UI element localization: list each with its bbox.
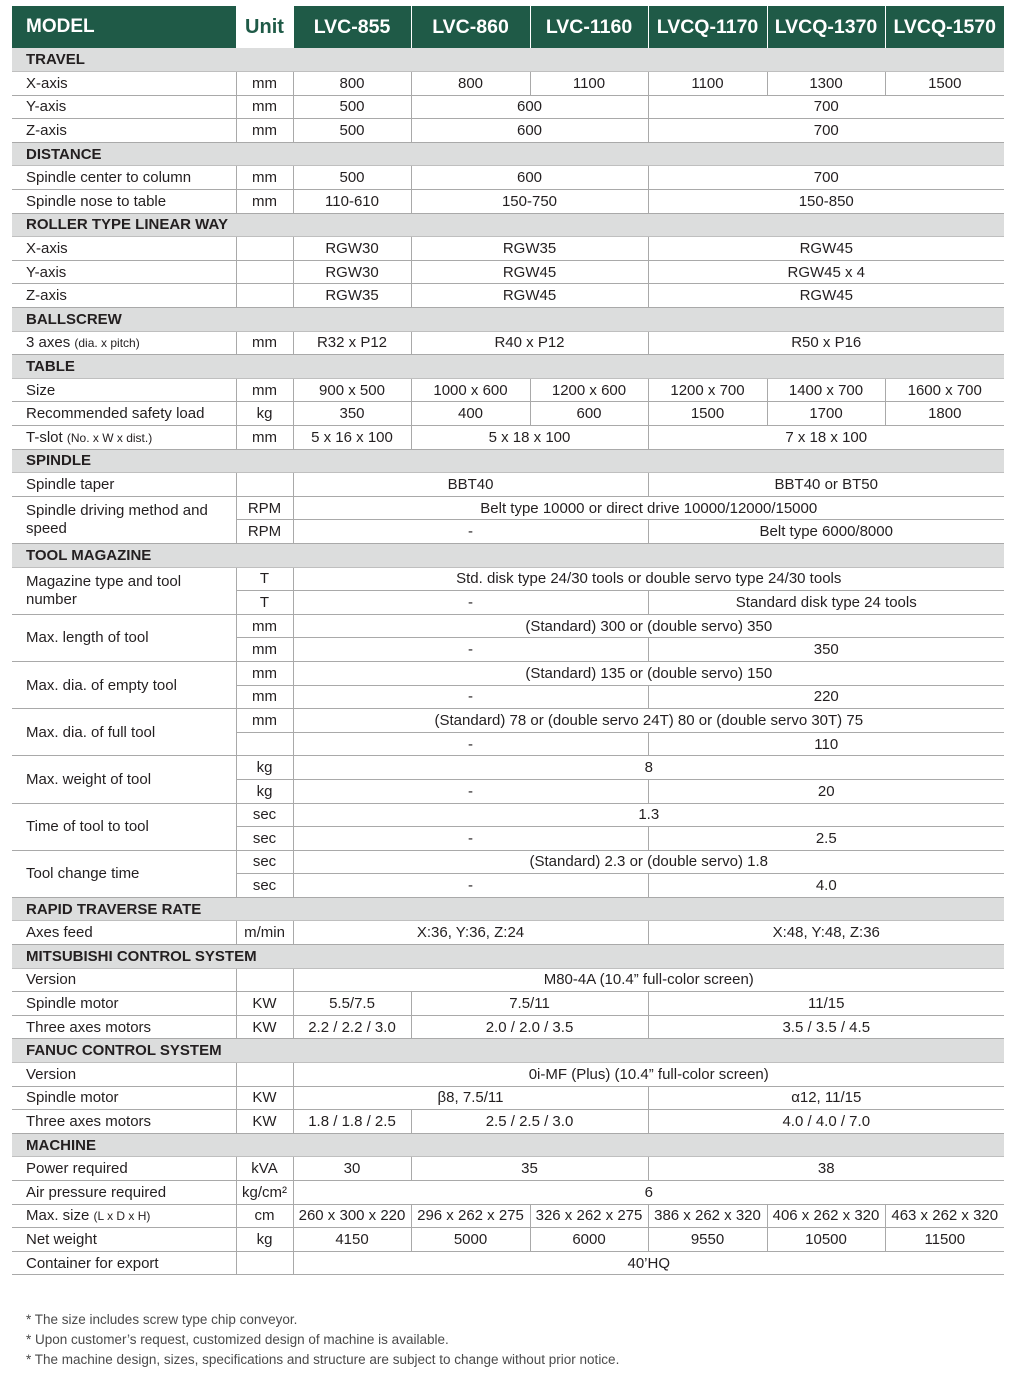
spec-value: X:36, Y:36, Z:24 <box>293 921 648 945</box>
spec-unit: kVA <box>236 1157 293 1181</box>
spec-value: β8, 7.5/11 <box>293 1086 648 1110</box>
spec-value: 220 <box>648 685 1004 709</box>
spec-label-text: Z-axis <box>26 122 67 140</box>
spec-row <box>12 968 1004 992</box>
spec-label <box>12 426 236 450</box>
spec-label <box>12 968 236 992</box>
spec-value: 5000 <box>411 1228 530 1252</box>
spec-value: 6 <box>293 1181 1004 1205</box>
spec-label-text: Size <box>26 381 56 399</box>
footnote: * The size includes screw type chip conveyor. <box>26 1312 298 1327</box>
section-title: TRAVEL <box>12 48 1004 72</box>
spec-label-text: Recommended safety load <box>26 405 205 423</box>
spec-body <box>12 48 1004 1275</box>
spec-value: 1800 <box>885 402 1004 426</box>
spec-value: - <box>293 685 648 709</box>
section-row <box>12 142 1004 166</box>
spec-label-text: Tool change time <box>26 865 140 883</box>
spec-row <box>12 190 1004 214</box>
spec-value: 3.5 / 3.5 / 4.5 <box>648 1015 1004 1039</box>
spec-value: 11/15 <box>648 992 1004 1016</box>
spec-value: 1.8 / 1.8 / 2.5 <box>293 1110 411 1134</box>
section-row <box>12 48 1004 72</box>
spec-unit: mm <box>236 614 293 638</box>
model-lvcq-1170: LVCQ-1170 <box>648 6 767 48</box>
section-row <box>12 308 1004 332</box>
spec-value: 463 x 262 x 320 <box>885 1204 1004 1228</box>
spec-value: 386 x 262 x 320 <box>648 1204 767 1228</box>
spec-row <box>12 1110 1004 1134</box>
section-row <box>12 945 1004 969</box>
spec-label-text: Max. dia. of empty tool <box>26 676 177 694</box>
spec-value: 9550 <box>648 1228 767 1252</box>
spec-value: 7.5/11 <box>411 992 648 1016</box>
spec-row <box>12 1063 1004 1087</box>
spec-label-text: Version <box>26 1065 77 1083</box>
spec-value: (Standard) 78 or (double servo 24T) 80 or (double servo 30T) 75 <box>293 709 1004 733</box>
spec-value: 11500 <box>885 1228 1004 1252</box>
spec-row <box>12 426 1004 450</box>
spec-unit: RPM <box>236 520 293 544</box>
spec-label-note: (dia. x pitch) <box>74 336 140 351</box>
spec-value: 110 <box>648 732 1004 756</box>
spec-value: 1100 <box>530 72 648 96</box>
spec-value: 1700 <box>767 402 885 426</box>
spec-value: 350 <box>293 402 411 426</box>
spec-value: 35 <box>411 1157 648 1181</box>
spec-label <box>12 1063 236 1087</box>
spec-unit <box>236 732 293 756</box>
spec-value: α12, 11/15 <box>648 1086 1004 1110</box>
spec-value: RGW35 <box>411 237 648 261</box>
spec-row <box>12 992 1004 1016</box>
spec-unit: kg <box>236 1228 293 1252</box>
spec-label <box>12 284 236 308</box>
spec-unit: KW <box>236 1086 293 1110</box>
spec-label <box>12 402 236 426</box>
spec-value: 700 <box>648 119 1004 143</box>
spec-label <box>12 614 236 661</box>
spec-unit <box>236 1251 293 1275</box>
spec-value: - <box>293 520 648 544</box>
section-title: DISTANCE <box>12 142 1004 166</box>
spec-value: 4150 <box>293 1228 411 1252</box>
spec-value: - <box>293 638 648 662</box>
spec-unit: mm <box>236 95 293 119</box>
spec-row <box>12 331 1004 355</box>
spec-value: 1400 x 700 <box>767 378 885 402</box>
spec-label-text: Spindle nose to table <box>26 192 167 210</box>
spec-label-note: (No. x W x dist.) <box>66 430 153 445</box>
spec-row <box>12 1204 1004 1228</box>
spec-label-text: Spindle motor <box>26 995 119 1013</box>
spec-label <box>12 661 236 708</box>
spec-value: - <box>293 827 648 851</box>
section-title: FANUC CONTROL SYSTEM <box>12 1039 1004 1063</box>
spec-label <box>12 850 236 897</box>
spec-value: 500 <box>293 95 411 119</box>
section-row <box>12 449 1004 473</box>
spec-unit: sec <box>236 874 293 898</box>
spec-row <box>12 473 1004 497</box>
spec-unit: cm <box>236 1204 293 1228</box>
spec-label-text: Net weight <box>26 1230 97 1248</box>
spec-unit: KW <box>236 1015 293 1039</box>
spec-value: 296 x 262 x 275 <box>411 1204 530 1228</box>
spec-unit: sec <box>236 827 293 851</box>
spec-unit: mm <box>236 638 293 662</box>
footnote: * Upon customer’s request, customized design of machine is available. <box>26 1332 449 1347</box>
spec-label-text: Axes feed <box>26 924 93 942</box>
spec-label-text: T-slot <box>26 428 63 446</box>
spec-value: 1500 <box>885 72 1004 96</box>
spec-value: R50 x P16 <box>648 331 1004 355</box>
spec-value: RGW45 <box>411 260 648 284</box>
spec-value: Belt type 10000 or direct drive 10000/12000/15000 <box>293 496 1004 520</box>
spec-label-text: Spindle driving method and speed <box>26 501 208 537</box>
spec-label <box>12 119 236 143</box>
spec-label-text: Y-axis <box>26 98 67 116</box>
spec-label-text: Spindle center to column <box>26 169 192 187</box>
spec-unit <box>236 968 293 992</box>
spec-unit: T <box>236 567 293 591</box>
section-row <box>12 1039 1004 1063</box>
spec-value: 1300 <box>767 72 885 96</box>
spec-label-text: Version <box>26 971 77 989</box>
spec-label <box>12 190 236 214</box>
spec-label-text: Max. length of tool <box>26 629 149 647</box>
spec-unit <box>236 1063 293 1087</box>
spec-label-text: Three axes motors <box>26 1113 152 1131</box>
spec-label <box>12 1181 236 1205</box>
spec-value: RGW30 <box>293 237 411 261</box>
spec-value: X:48, Y:48, Z:36 <box>648 921 1004 945</box>
spec-value: 2.5 <box>648 827 1004 851</box>
spec-row <box>12 756 1004 780</box>
spec-label <box>12 709 236 756</box>
section-title: BALLSCREW <box>12 308 1004 332</box>
spec-value: 600 <box>411 166 648 190</box>
spec-label-text: Z-axis <box>26 287 67 305</box>
spec-row <box>12 378 1004 402</box>
spec-label-text: X-axis <box>26 240 68 258</box>
spec-unit: KW <box>236 992 293 1016</box>
spec-label-note: (L x D x H) <box>93 1209 151 1224</box>
section-row <box>12 1133 1004 1157</box>
spec-value: 5 x 16 x 100 <box>293 426 411 450</box>
spec-label <box>12 237 236 261</box>
spec-label <box>12 378 236 402</box>
model-lvc-1160: LVC-1160 <box>530 6 648 48</box>
spec-value: 150-750 <box>411 190 648 214</box>
spec-value: RGW30 <box>293 260 411 284</box>
spec-label-text: Magazine type and tool number <box>26 572 182 608</box>
spec-value: 700 <box>648 166 1004 190</box>
spec-unit: mm <box>236 166 293 190</box>
spec-label <box>12 756 236 803</box>
spec-unit: kg <box>236 402 293 426</box>
spec-value: 600 <box>411 95 648 119</box>
spec-value: - <box>293 779 648 803</box>
spec-value: Belt type 6000/8000 <box>648 520 1004 544</box>
spec-label-text: Time of tool to tool <box>26 818 149 836</box>
spec-label <box>12 803 236 850</box>
spec-unit: kg <box>236 756 293 780</box>
spec-value: RGW35 <box>293 284 411 308</box>
spec-value: 400 <box>411 402 530 426</box>
spec-value: 500 <box>293 119 411 143</box>
spec-value: RGW45 <box>648 237 1004 261</box>
spec-value: R40 x P12 <box>411 331 648 355</box>
spec-row <box>12 803 1004 827</box>
spec-value: - <box>293 591 648 615</box>
spec-value: 2.0 / 2.0 / 3.5 <box>411 1015 648 1039</box>
spec-label-text: Y-axis <box>26 263 67 281</box>
spec-unit: kg/cm² <box>236 1181 293 1205</box>
spec-label-text: X-axis <box>26 74 68 92</box>
spec-value: 1600 x 700 <box>885 378 1004 402</box>
spec-unit <box>236 260 293 284</box>
spec-value: 8 <box>293 756 1004 780</box>
spec-label <box>12 260 236 284</box>
spec-label <box>12 331 236 355</box>
spec-label <box>12 1157 236 1181</box>
spec-value: (Standard) 135 or (double servo) 150 <box>293 661 1004 685</box>
spec-unit: mm <box>236 426 293 450</box>
spec-row <box>12 260 1004 284</box>
spec-value: 500 <box>293 166 411 190</box>
spec-row <box>12 850 1004 874</box>
spec-unit <box>236 284 293 308</box>
spec-label <box>12 921 236 945</box>
header-row <box>12 6 1004 48</box>
spec-row <box>12 237 1004 261</box>
spec-value: 800 <box>411 72 530 96</box>
spec-value: - <box>293 874 648 898</box>
spec-value: Standard disk type 24 tools <box>648 591 1004 615</box>
spec-unit: T <box>236 591 293 615</box>
spec-value: RGW45 <box>411 284 648 308</box>
spec-value: RGW45 x 4 <box>648 260 1004 284</box>
spec-value: RGW45 <box>648 284 1004 308</box>
spec-row <box>12 1157 1004 1181</box>
spec-value: 700 <box>648 95 1004 119</box>
model-header: MODEL <box>12 6 236 48</box>
spec-unit: RPM <box>236 496 293 520</box>
footnotes <box>26 1310 619 1370</box>
spec-value: 1000 x 600 <box>411 378 530 402</box>
spec-row <box>12 166 1004 190</box>
spec-value: 6000 <box>530 1228 648 1252</box>
spec-row <box>12 1251 1004 1275</box>
spec-row <box>12 72 1004 96</box>
spec-unit: mm <box>236 190 293 214</box>
spec-label-text: Air pressure required <box>26 1183 167 1201</box>
spec-value: 600 <box>411 119 648 143</box>
spec-unit <box>236 473 293 497</box>
spec-unit: sec <box>236 803 293 827</box>
spec-unit: mm <box>236 685 293 709</box>
spec-label <box>12 72 236 96</box>
spec-value: 4.0 / 4.0 / 7.0 <box>648 1110 1004 1134</box>
spec-value: 350 <box>648 638 1004 662</box>
spec-row <box>12 661 1004 685</box>
spec-value: 150-850 <box>648 190 1004 214</box>
section-row <box>12 543 1004 567</box>
spec-row <box>12 614 1004 638</box>
spec-label <box>12 166 236 190</box>
spec-value: 406 x 262 x 320 <box>767 1204 885 1228</box>
spec-value: 260 x 300 x 220 <box>293 1204 411 1228</box>
spec-value: 7 x 18 x 100 <box>648 426 1004 450</box>
spec-value: - <box>293 732 648 756</box>
model-lvcq-1570: LVCQ-1570 <box>885 6 1004 48</box>
spec-value: 5 x 18 x 100 <box>411 426 648 450</box>
spec-row <box>12 496 1004 520</box>
spec-row <box>12 1228 1004 1252</box>
spec-label <box>12 1015 236 1039</box>
spec-unit: mm <box>236 709 293 733</box>
spec-value: M80-4A (10.4” full-color screen) <box>293 968 1004 992</box>
section-title: MACHINE <box>12 1133 1004 1157</box>
unit-header: Unit <box>236 6 293 48</box>
section-title: TOOL MAGAZINE <box>12 543 1004 567</box>
spec-value: 5.5/7.5 <box>293 992 411 1016</box>
spec-label <box>12 1251 236 1275</box>
spec-unit: mm <box>236 378 293 402</box>
section-title: ROLLER TYPE LINEAR WAY <box>12 213 1004 237</box>
spec-value: 326 x 262 x 275 <box>530 1204 648 1228</box>
spec-label <box>12 1228 236 1252</box>
spec-value: 1.3 <box>293 803 1004 827</box>
section-row <box>12 897 1004 921</box>
spec-label-text: Power required <box>26 1160 128 1178</box>
spec-row <box>12 709 1004 733</box>
model-lvc-855: LVC-855 <box>293 6 411 48</box>
spec-value: 0i-MF (Plus) (10.4” full-color screen) <box>293 1063 1004 1087</box>
spec-value: 1200 x 700 <box>648 378 767 402</box>
spec-row <box>12 1086 1004 1110</box>
spec-row <box>12 402 1004 426</box>
spec-label-text: Spindle taper <box>26 475 115 493</box>
spec-label-text: Spindle motor <box>26 1089 119 1107</box>
spec-value: (Standard) 300 or (double servo) 350 <box>293 614 1004 638</box>
model-lvc-860: LVC-860 <box>411 6 530 48</box>
spec-unit: mm <box>236 331 293 355</box>
spec-unit: sec <box>236 850 293 874</box>
spec-value: (Standard) 2.3 or (double servo) 1.8 <box>293 850 1004 874</box>
spec-row <box>12 1181 1004 1205</box>
section-title: MITSUBISHI CONTROL SYSTEM <box>12 945 1004 969</box>
spec-label-text: Three axes motors <box>26 1018 152 1036</box>
footnote: * The machine design, sizes, specifications and structure are subject to change without prior notice. <box>26 1352 620 1367</box>
spec-value: 1100 <box>648 72 767 96</box>
spec-label <box>12 95 236 119</box>
spec-value: 40’HQ <box>293 1251 1004 1275</box>
spec-value: BBT40 or BT50 <box>648 473 1004 497</box>
spec-label-text: Max. weight of tool <box>26 770 152 788</box>
section-title: RAPID TRAVERSE RATE <box>12 897 1004 921</box>
spec-row <box>12 119 1004 143</box>
spec-unit: KW <box>236 1110 293 1134</box>
spec-value: 2.5 / 2.5 / 3.0 <box>411 1110 648 1134</box>
spec-unit: mm <box>236 661 293 685</box>
spec-value: BBT40 <box>293 473 648 497</box>
spec-label <box>12 496 236 543</box>
section-title: TABLE <box>12 355 1004 379</box>
spec-label-text: Container for export <box>26 1254 159 1272</box>
spec-value: 38 <box>648 1157 1004 1181</box>
section-row <box>12 213 1004 237</box>
model-lvcq-1370: LVCQ-1370 <box>767 6 885 48</box>
spec-label <box>12 473 236 497</box>
spec-value: 10500 <box>767 1228 885 1252</box>
spec-label-text: Max. dia. of full tool <box>26 723 156 741</box>
spec-label <box>12 1110 236 1134</box>
spec-unit: mm <box>236 72 293 96</box>
spec-label <box>12 1086 236 1110</box>
spec-value: 900 x 500 <box>293 378 411 402</box>
spec-label <box>12 992 236 1016</box>
spec-row <box>12 95 1004 119</box>
spec-row <box>12 567 1004 591</box>
spec-value: 110-610 <box>293 190 411 214</box>
spec-label-text: 3 axes <box>26 334 71 352</box>
spec-unit: m/min <box>236 921 293 945</box>
spec-label-text: Max. size <box>26 1207 90 1225</box>
spec-value: 800 <box>293 72 411 96</box>
spec-value: 1500 <box>648 402 767 426</box>
spec-table <box>12 6 1004 1275</box>
spec-label <box>12 567 236 614</box>
spec-row <box>12 1015 1004 1039</box>
spec-value: 2.2 / 2.2 / 3.0 <box>293 1015 411 1039</box>
spec-value: 1200 x 600 <box>530 378 648 402</box>
spec-value: 20 <box>648 779 1004 803</box>
spec-label <box>12 1204 236 1228</box>
section-title: SPINDLE <box>12 449 1004 473</box>
spec-unit <box>236 237 293 261</box>
spec-unit: kg <box>236 779 293 803</box>
spec-value: 600 <box>530 402 648 426</box>
spec-value: Std. disk type 24/30 tools or double servo type 24/30 tools <box>293 567 1004 591</box>
spec-unit: mm <box>236 119 293 143</box>
spec-row <box>12 284 1004 308</box>
spec-value: 30 <box>293 1157 411 1181</box>
spec-value: R32 x P12 <box>293 331 411 355</box>
spec-value: 4.0 <box>648 874 1004 898</box>
section-row <box>12 355 1004 379</box>
spec-row <box>12 921 1004 945</box>
